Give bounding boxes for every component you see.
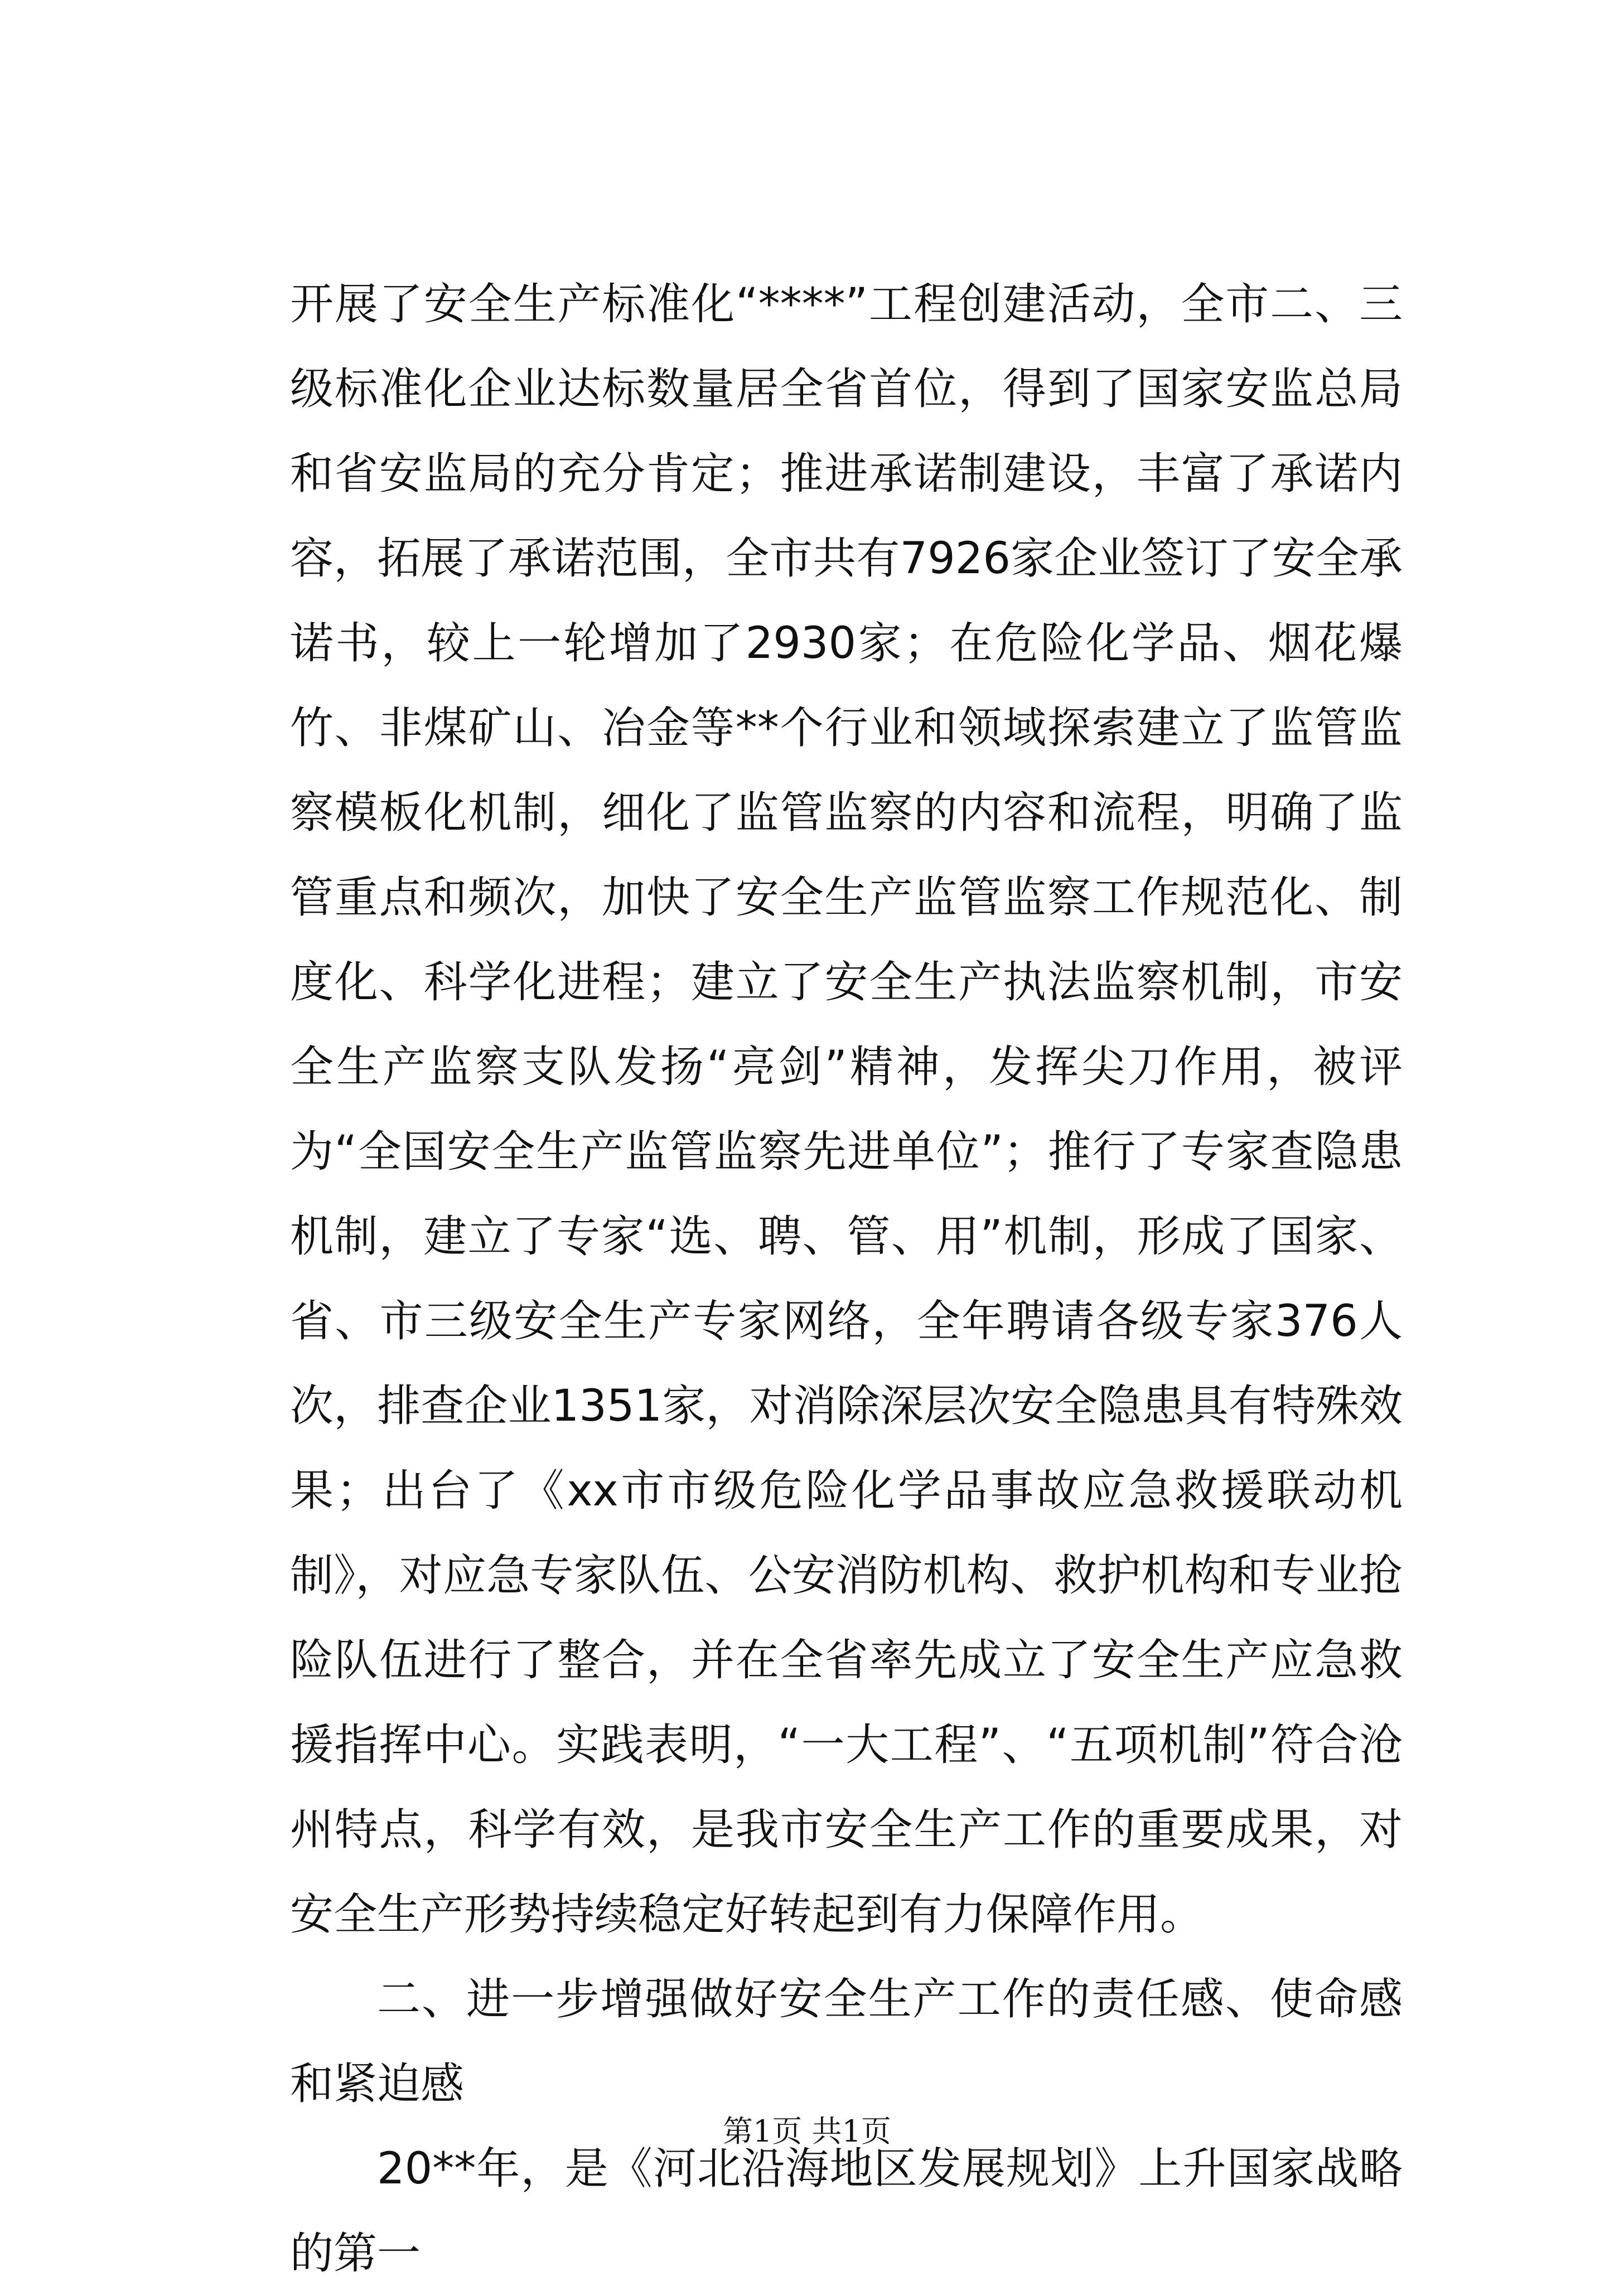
paragraph-opening: 20**年，是《河北沿海地区发展规划》上升国家战略的第一	[290, 2144, 1403, 2279]
document-body	[290, 262, 1403, 2296]
paragraph-continuation: 开展了安全生产标准化“****”工程创建活动，全市二、三级标准化企业达标数量居全省首位，得到了国家安监总局和省安监局的充分肯定；推进承诺制建设，丰富了承诺内容，拓展了承诺范围，全市共有7926家企业签订了安全承诺书，较上一轮增加了2930家；在危险化学品、烟花爆竹、非煤矿山、冶金等**个行业和领域探索建立了监管监察模板化机制，细化了监管监察的内容和流程，明确了监管重点和频次，加快了安全生产监管监察工作规范化、制度化、科学化进程；建立了安全生产执法监察机制，市安全生产监察支队发扬“亮剑”精神，发挥尖刀作用，被评为“全国安全生产监管监察先进单位”；推行了专家查隐患机制，建立了专家“选、聘、管、用”机制，形成了国家、省、市三级安全生产专家网络，全年聘请各级专家376人次，排查企业1351家，对消除深层次安全隐患具有特殊效果；出台了《xx市市级危险化学品事故应急救援联动机制》，对应急专家队伍、公安消防机构、救护机构和专业抢险队伍进行了整合，并在全省率先成立了安全生产应急救援指挥中心。实践表明，“一大工程”、“五项机制”符合沧州特点，科学有效，是我市安全生产工作的重要成果，对安全生产形势持续稳定好转起到有力保障作用。	[290, 279, 1403, 1940]
section-heading: 二、进一步增强做好安全生产工作的责任感、使命感和紧迫感	[290, 1974, 1403, 2109]
page-footer: 第1页 共1页	[723, 2114, 891, 2149]
